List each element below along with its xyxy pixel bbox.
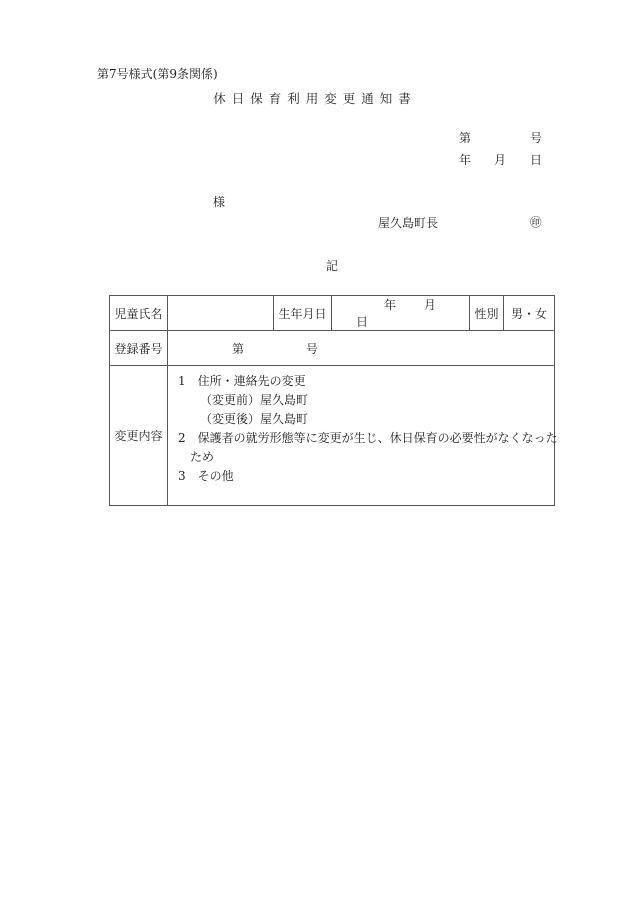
doc-number-prefix: 第 (459, 131, 472, 145)
document-title: 休日保育利用変更通知書 (213, 91, 417, 106)
addressee-suffix: 様 (213, 195, 226, 209)
change-content-field[interactable] (168, 366, 558, 506)
sex-label: 性別 (470, 296, 504, 331)
change-item-1-before: （変更前）屋久島町 (200, 393, 309, 407)
birth-date-label: 生年月日 (274, 296, 332, 331)
doc-number-suffix: 号 (530, 131, 543, 145)
change-item-1-after: （変更後）屋久島町 (200, 412, 309, 426)
child-name-label: 児童氏名 (110, 296, 168, 331)
sex-value[interactable]: 男・女 (504, 296, 555, 331)
date-year: 年 (459, 153, 472, 167)
change-item-2-cont: ため (190, 450, 215, 464)
change-content-label: 変更内容 (110, 366, 168, 506)
form-number: 第7号様式(第9条関係) (97, 67, 218, 81)
seal-mark: ㊞ (530, 215, 542, 229)
registration-number-label: 登録番号 (110, 331, 168, 366)
change-item-1: 1 住所・連絡先の変更 (178, 374, 306, 388)
birth-day: 日 (356, 315, 369, 329)
birth-month: 月 (423, 298, 436, 312)
birth-date-field[interactable] (332, 296, 470, 331)
date-day: 日 (530, 153, 543, 167)
registration-prefix: 第 (232, 341, 245, 356)
registration-suffix: 号 (305, 341, 318, 356)
change-item-3: 3 その他 (178, 469, 234, 483)
child-name-field[interactable] (168, 296, 274, 331)
change-item-2: 2 保護者の就労形態等に変更が生じ、休日保育の必要性がなくなった (178, 431, 558, 445)
registration-number-field[interactable] (168, 331, 555, 366)
date-month: 月 (494, 153, 507, 167)
birth-year: 年 (384, 298, 397, 312)
issuer-name: 屋久島町長 (378, 216, 439, 230)
notification-table (109, 295, 558, 506)
ki-heading: 記 (326, 259, 339, 273)
